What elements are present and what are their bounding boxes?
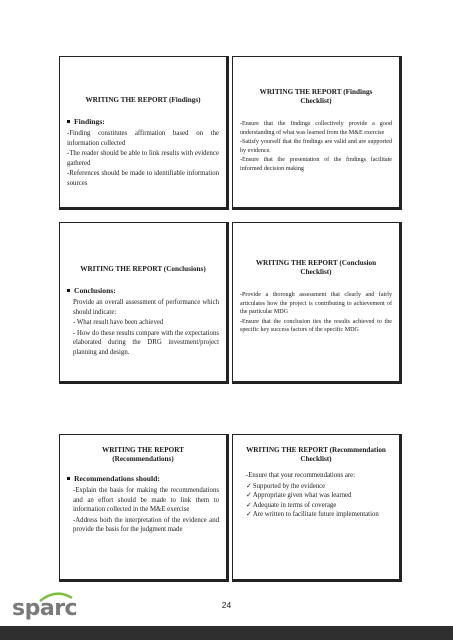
slide-title: WRITING THE REPORT (Recommendations) (102, 446, 184, 463)
slide-title: WRITING THE REPORT (Conclusions) (80, 265, 206, 273)
footer-bar (0, 626, 453, 640)
slide-title: WRITING THE REPORT (Conclusion Checklist) (255, 259, 377, 276)
slide-line: -Ensure that the conclusion ties the results achieved to the specific key success factors of the specific MDG (240, 318, 392, 334)
slide-line: -Provide a thorough assessment that clearly and fairly articulates how the project is contributing to achievement of the particular MDG (240, 292, 392, 316)
slide-recommendation-checklist (232, 434, 402, 582)
square-bullet-icon (67, 120, 70, 123)
slide-title: WRITING THE REPORT (Findings) (85, 96, 201, 104)
slide-line: Provide an overall assessment of performance which should indicate: (73, 299, 219, 316)
slide-line: - What result have been achieved (73, 319, 164, 326)
slide-line: -Ensure that the presentation of the findings facilitate informed decision making (240, 157, 392, 172)
page-number: 24 (221, 600, 232, 610)
slide-conclusions (59, 222, 229, 384)
slide-title: WRITING THE REPORT (Recommendation Checklist) (246, 446, 386, 463)
slide-line: -References should be made to identifiable information sources (67, 170, 219, 187)
checkmark-icon: ✓ (246, 500, 252, 509)
slide-recommendations (59, 434, 229, 582)
slide-line: - How do these results compare with the expectations elaborated during the DRG investment/project planning and design. (73, 329, 219, 356)
square-bullet-icon (67, 477, 70, 480)
slide-line: -Address both the interpretation of the evidence and provide the basis for the judgment made (73, 516, 219, 533)
checkmark-icon: ✓ (246, 510, 252, 518)
slide-title: WRITING THE REPORT (Findings Checklist) (259, 88, 373, 105)
checkmark-icon: ✓ (246, 491, 252, 499)
slide-line: -Ensure that the findings collectively provide a good understanding of what was learned from the M&E exercise (240, 121, 392, 136)
bullet-heading: Conclusions: (67, 286, 219, 295)
sparc-logo: sparc (12, 596, 77, 621)
checklist-item: ✓Supported by the evidence (246, 481, 326, 490)
slide-line: -Ensure that your recommendations are: (246, 472, 356, 479)
slide-findings-checklist (232, 56, 402, 210)
slide-line: -Finding constitutes affirmation based on the information collected (67, 130, 219, 147)
slide-line: -Satisfy yourself that the findings are valid and are supported by evidence. (240, 139, 392, 154)
checklist-item: ✓Appropriate given what was learned (246, 491, 352, 499)
checklist-item: ✓Are written to facilitate future implementation (246, 510, 379, 518)
bullet-heading: Recommendations should: (67, 474, 219, 483)
square-bullet-icon (67, 289, 70, 292)
slide-conclusion-checklist (232, 222, 402, 384)
slide-line: -The reader should be able to link results with evidence gathered (67, 150, 219, 167)
slide-findings (59, 56, 229, 210)
checklist-item: ✓Adequate in terms of coverage (246, 500, 337, 509)
bullet-heading: Findings: (67, 117, 219, 126)
slide-line: -Explain the basis for making the recommendations and an effort should be made to link them to information collected in the M&E exercise (73, 487, 219, 513)
checkmark-icon: ✓ (246, 481, 252, 490)
